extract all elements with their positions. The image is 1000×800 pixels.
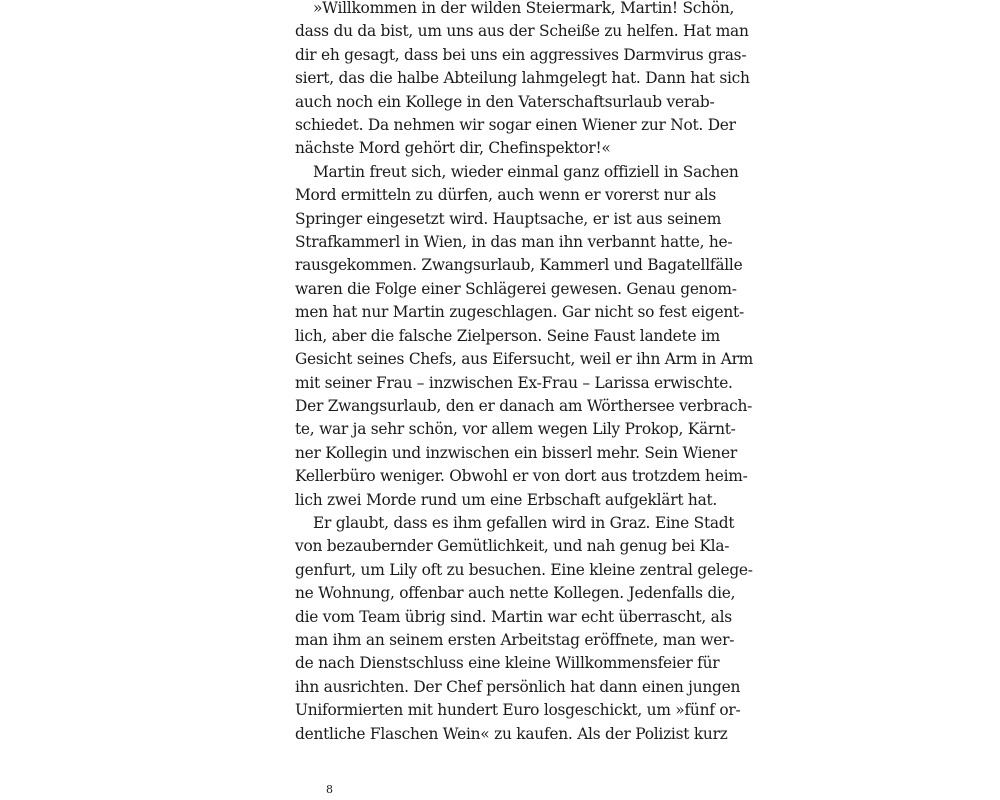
text-line: »Willkommen in der wilden Steiermark, Martin! Schön,	[313, 0, 735, 17]
text-line: lich, aber die falsche Zielperson. Seine Faust landete im	[295, 326, 720, 345]
paragraph-2	[295, 161, 754, 512]
text-line: Mord ermitteln zu dürfen, auch wenn er vorerst nur als	[295, 186, 717, 205]
text-line: die vom Team übrig sind. Martin war echt überrascht, als	[295, 607, 732, 626]
text-line: dentliche Flaschen Wein« zu kaufen. Als der Polizist kurz	[295, 724, 728, 743]
paragraph-1	[295, 0, 750, 161]
text-line: mit seiner Frau – inzwischen Ex-Frau – Larissa erwischte.	[295, 373, 733, 392]
text-line: Uniformierten mit hundert Euro losgeschickt, um »fünf or-	[295, 701, 741, 720]
text-line: Strafkammerl in Wien, in das man ihn verbannt hatte, he-	[295, 233, 733, 252]
text-line: dir eh gesagt, dass bei uns ein aggressives Darmvirus gras-	[295, 45, 747, 64]
text-line: nächste Mord gehört dir, Chefinspektor!«	[295, 139, 611, 158]
text-line: siert, das die halbe Abteilung lahmgelegt hat. Dann hat sich	[295, 69, 750, 88]
body-text	[295, 0, 754, 746]
text-line: Gesicht seines Chefs, aus Eifersucht, weil er ihn Arm in Arm	[295, 350, 754, 369]
text-line: rausgekommen. Zwangsurlaub, Kammerl und Bagatellfälle	[295, 256, 743, 275]
text-line: schiedet. Da nehmen wir sogar einen Wiener zur Not. Der	[295, 116, 736, 135]
page-number: 8	[326, 783, 333, 796]
text-line: ner Kollegin und inzwischen ein bisserl mehr. Sein Wiener	[295, 443, 737, 462]
text-line: man ihm an seinem ersten Arbeitstag eröffnete, man wer-	[295, 630, 735, 649]
text-line: ihn ausrichten. Der Chef persönlich hat dann einen jungen	[295, 677, 741, 696]
text-line: de nach Dienstschluss eine kleine Willkommensfeier für	[295, 654, 720, 673]
paragraph-3	[295, 512, 753, 746]
text-line: auch noch ein Kollege in den Vaterschaftsurlaub verab-	[295, 92, 715, 111]
text-line: dass du da bist, um uns aus der Scheiße zu helfen. Hat man	[295, 22, 749, 41]
text-line: Martin freut sich, wieder einmal ganz offiziell in Sachen	[313, 162, 739, 181]
text-line: lich zwei Morde rund um eine Erbschaft aufgeklärt hat.	[295, 490, 718, 509]
text-line: Er glaubt, dass es ihm gefallen wird in Graz. Eine Stadt	[313, 513, 735, 532]
text-line: Der Zwangsurlaub, den er danach am Wörthersee verbrach-	[295, 396, 753, 415]
text-line: ne Wohnung, offenbar auch nette Kollegen. Jedenfalls die,	[295, 584, 736, 603]
text-line: genfurt, um Lily oft zu besuchen. Eine kleine zentral gelege-	[295, 560, 753, 579]
text-line: waren die Folge einer Schlägerei gewesen. Genau genom-	[295, 279, 737, 298]
text-line: Springer eingesetzt wird. Hauptsache, er ist aus seinem	[295, 209, 722, 228]
text-line: men hat nur Martin zugeschlagen. Gar nicht so fest eigent-	[295, 303, 744, 322]
text-line: von bezaubernder Gemütlichkeit, und nah genug bei Kla-	[295, 537, 730, 556]
text-line: Kellerbüro weniger. Obwohl er von dort aus trotzdem heim-	[295, 467, 748, 486]
text-line: te, war ja sehr schön, vor allem wegen Lily Prokop, Kärnt-	[295, 420, 736, 439]
